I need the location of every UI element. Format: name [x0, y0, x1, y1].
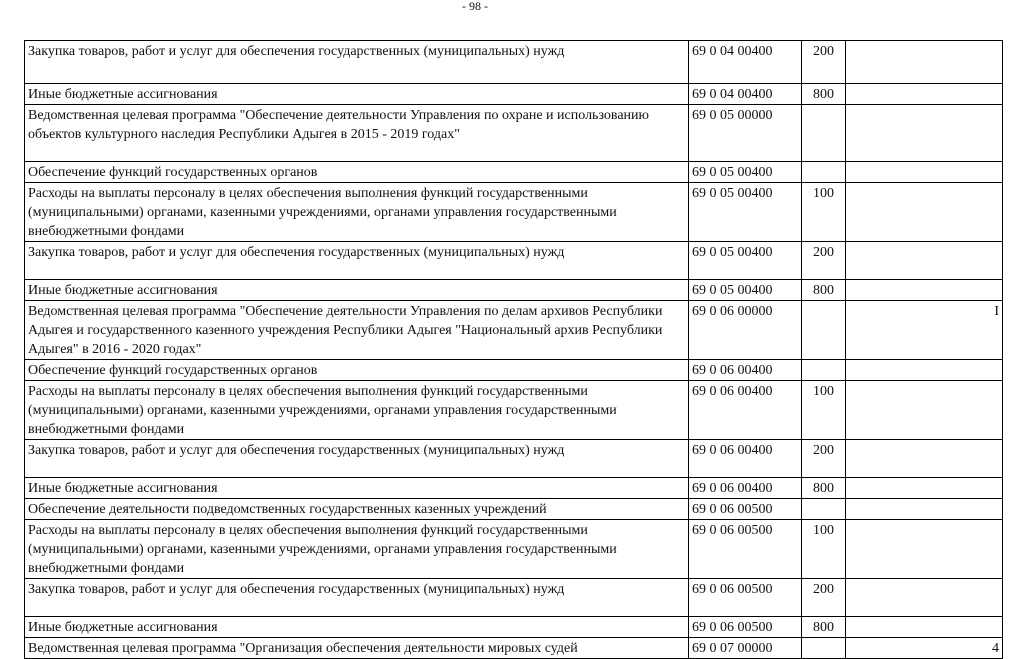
target-code-cell: 69 0 05 00400 — [689, 183, 802, 242]
expense-name-cell: Расходы на выплаты персоналу в целях обеспечения выполнения функций государственными (муниципальными) органами, казенными учреждениями, органами управления государственными внебюджетными фондами — [25, 183, 689, 242]
expense-type-cell: 200 — [802, 579, 846, 617]
expense-type-cell: 800 — [802, 84, 846, 105]
target-code-cell: 69 0 04 00400 — [689, 41, 802, 84]
amount-cell — [846, 242, 1003, 280]
amount-cell — [846, 617, 1003, 638]
table-row — [25, 499, 1003, 520]
expense-type-cell: 800 — [802, 617, 846, 638]
target-code-cell: 69 0 06 00500 — [689, 579, 802, 617]
amount-cell: I — [846, 301, 1003, 360]
expense-name-cell: Обеспечение функций государственных органов — [25, 162, 689, 183]
expense-name-cell: Обеспечение деятельности подведомственных государственных казенных учреждений — [25, 499, 689, 520]
table-row — [25, 41, 1003, 84]
target-code-cell: 69 0 06 00500 — [689, 499, 802, 520]
expense-name-cell: Иные бюджетные ассигнования — [25, 280, 689, 301]
budget-table-container — [24, 40, 1024, 659]
expense-name-cell: Ведомственная целевая программа "Обеспечение деятельности Управления по охране и использованию объектов культурного наследия Республики Адыгея в 2015 - 2019 годах" — [25, 105, 689, 162]
target-code-cell: 69 0 07 00000 — [689, 638, 802, 659]
expense-type-cell — [802, 499, 846, 520]
amount-cell — [846, 84, 1003, 105]
amount-cell — [846, 105, 1003, 162]
amount-cell — [846, 183, 1003, 242]
expense-name-cell: Расходы на выплаты персоналу в целях обеспечения выполнения функций государственными (муниципальными) органами, казенными учреждениями, органами управления государственными внебюджетными фондами — [25, 520, 689, 579]
table-row — [25, 84, 1003, 105]
expense-type-cell: 800 — [802, 280, 846, 301]
amount-cell: 4 — [846, 638, 1003, 659]
target-code-cell: 69 0 06 00500 — [689, 520, 802, 579]
table-body — [25, 41, 1003, 659]
target-code-cell: 69 0 06 00400 — [689, 360, 802, 381]
target-code-cell: 69 0 04 00400 — [689, 84, 802, 105]
table-row — [25, 360, 1003, 381]
target-code-cell: 69 0 05 00400 — [689, 280, 802, 301]
expense-name-cell: Закупка товаров, работ и услуг для обеспечения государственных (муниципальных) нужд — [25, 440, 689, 478]
table-row — [25, 381, 1003, 440]
expense-name-cell: Обеспечение функций государственных органов — [25, 360, 689, 381]
expense-type-cell: 200 — [802, 41, 846, 84]
target-code-cell: 69 0 06 00400 — [689, 381, 802, 440]
expense-name-cell: Ведомственная целевая программа "Обеспечение деятельности Управления по делам архивов Республики Адыгея и государственного казенного учреждения Республики Адыгея "Национальный архив Республики Адыгея" в 2016 - 2020 годах" — [25, 301, 689, 360]
amount-cell — [846, 381, 1003, 440]
amount-cell — [846, 579, 1003, 617]
table-row — [25, 242, 1003, 280]
amount-cell — [846, 162, 1003, 183]
expense-name-cell: Иные бюджетные ассигнования — [25, 478, 689, 499]
expense-type-cell: 200 — [802, 440, 846, 478]
table-row — [25, 280, 1003, 301]
amount-cell — [846, 440, 1003, 478]
expense-type-cell — [802, 638, 846, 659]
target-code-cell: 69 0 06 00400 — [689, 478, 802, 499]
amount-cell — [846, 360, 1003, 381]
target-code-cell: 69 0 05 00400 — [689, 162, 802, 183]
amount-cell — [846, 520, 1003, 579]
table-row — [25, 105, 1003, 162]
expense-type-cell — [802, 360, 846, 381]
expense-name-cell: Ведомственная целевая программа "Организация обеспечения деятельности мировых судей — [25, 638, 689, 659]
table-row — [25, 301, 1003, 360]
expense-name-cell: Иные бюджетные ассигнования — [25, 617, 689, 638]
expense-name-cell: Закупка товаров, работ и услуг для обеспечения государственных (муниципальных) нужд — [25, 579, 689, 617]
table-row — [25, 520, 1003, 579]
page-number: - 98 - — [462, 0, 488, 13]
table-row — [25, 440, 1003, 478]
amount-cell — [846, 41, 1003, 84]
table-row — [25, 638, 1003, 659]
table-row — [25, 183, 1003, 242]
table-row — [25, 478, 1003, 499]
table-row — [25, 617, 1003, 638]
target-code-cell: 69 0 05 00000 — [689, 105, 802, 162]
target-code-cell: 69 0 06 00000 — [689, 301, 802, 360]
amount-cell — [846, 478, 1003, 499]
expense-name-cell: Иные бюджетные ассигнования — [25, 84, 689, 105]
table-row — [25, 579, 1003, 617]
expense-name-cell: Закупка товаров, работ и услуг для обеспечения государственных (муниципальных) нужд — [25, 242, 689, 280]
expense-type-cell: 100 — [802, 520, 846, 579]
target-code-cell: 69 0 05 00400 — [689, 242, 802, 280]
target-code-cell: 69 0 06 00500 — [689, 617, 802, 638]
budget-table — [24, 40, 1003, 659]
expense-type-cell — [802, 162, 846, 183]
target-code-cell: 69 0 06 00400 — [689, 440, 802, 478]
expense-type-cell: 800 — [802, 478, 846, 499]
expense-type-cell: 100 — [802, 183, 846, 242]
expense-type-cell: 200 — [802, 242, 846, 280]
expense-name-cell: Закупка товаров, работ и услуг для обеспечения государственных (муниципальных) нужд — [25, 41, 689, 84]
expense-type-cell: 100 — [802, 381, 846, 440]
expense-name-cell: Расходы на выплаты персоналу в целях обеспечения выполнения функций государственными (муниципальными) органами, казенными учреждениями, органами управления государственными внебюджетными фондами — [25, 381, 689, 440]
expense-type-cell — [802, 301, 846, 360]
table-row — [25, 162, 1003, 183]
expense-type-cell — [802, 105, 846, 162]
amount-cell — [846, 499, 1003, 520]
amount-cell — [846, 280, 1003, 301]
